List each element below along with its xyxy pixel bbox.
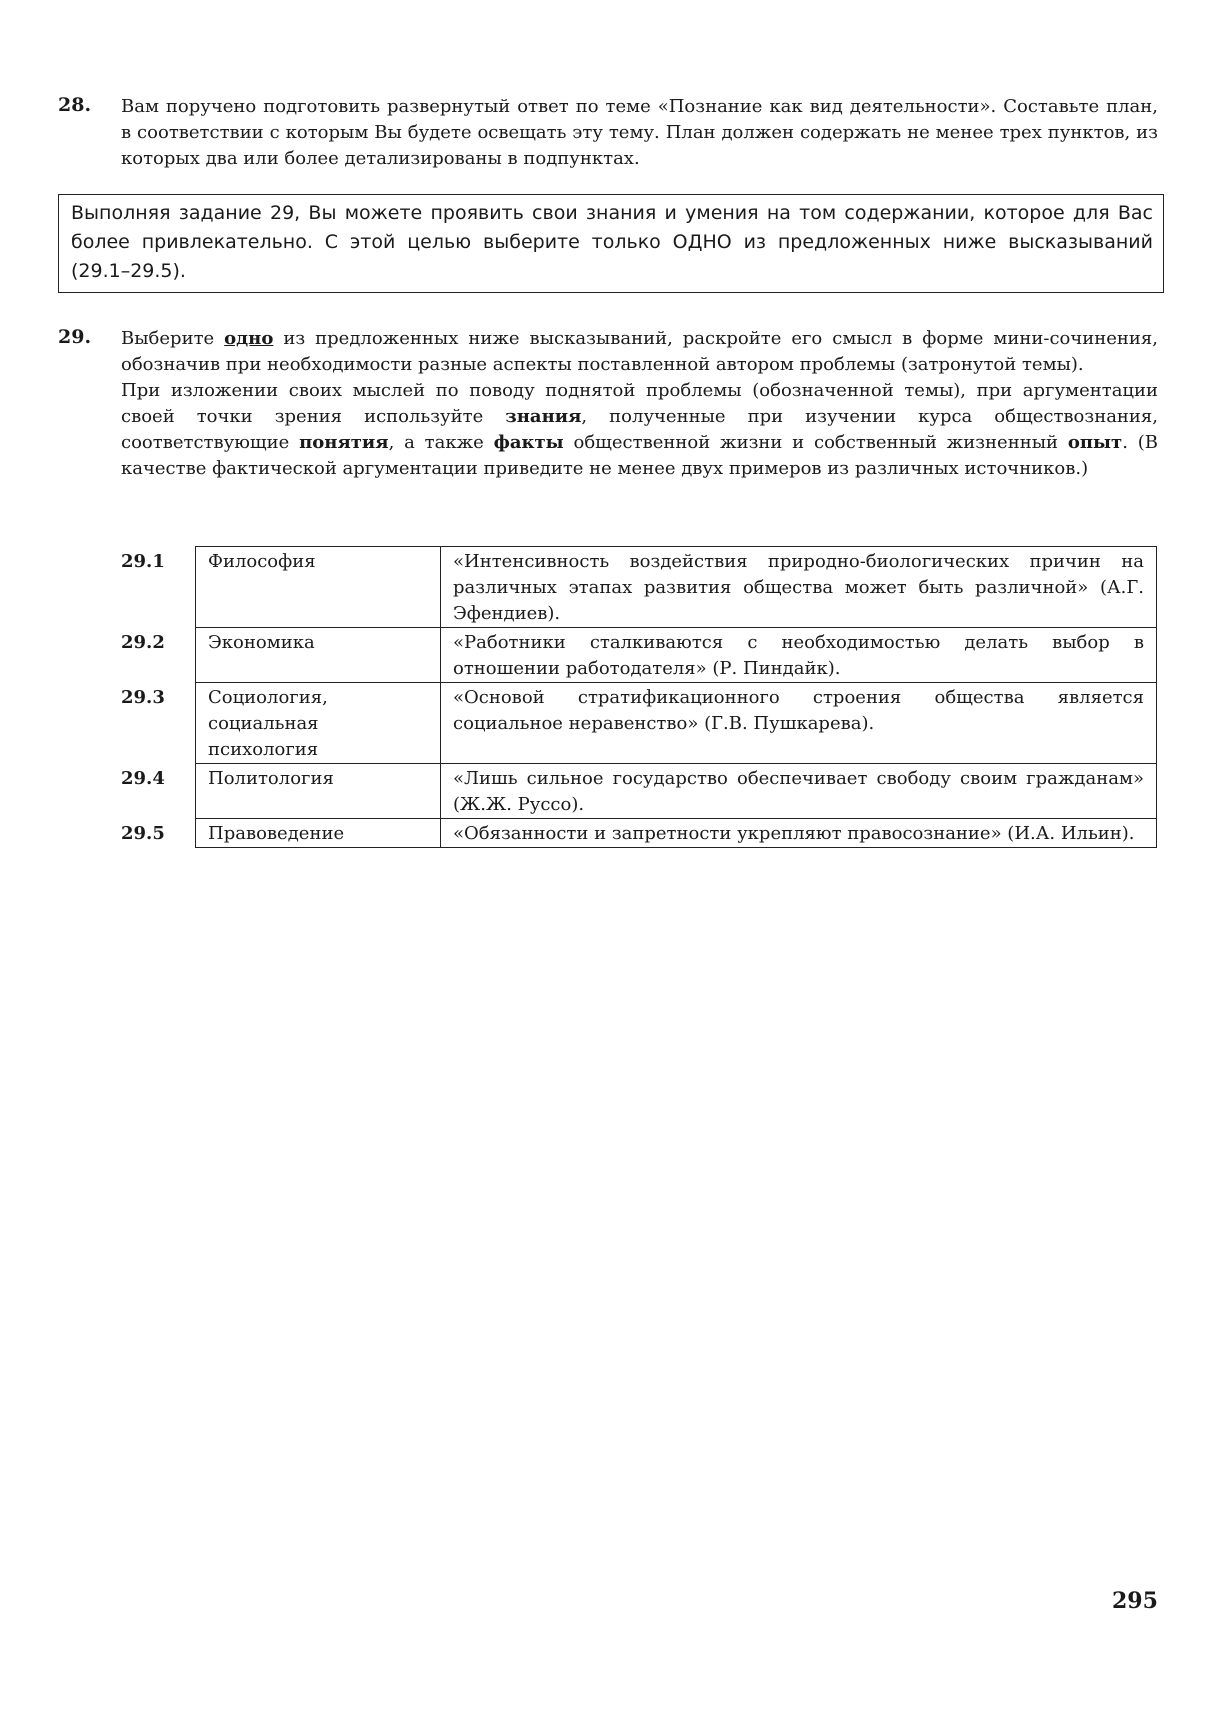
emphasis-one: одно — [224, 328, 274, 349]
notice-text: Выполняя задание 29, Вы можете проявить свои знания и умения на том содержании, которое для Вас более привлекательно. С этой целью выберите только ОДНО из предложенных ниже высказываний (29.1–29.5). — [71, 202, 1153, 282]
task-28 — [58, 94, 1158, 172]
quotes-table — [121, 546, 1157, 848]
quote-subject: Социология, социальная психология — [196, 683, 441, 764]
quote-subject: Правоведение — [196, 819, 441, 848]
term-knowledge: знания — [505, 406, 582, 427]
table-row — [121, 819, 1157, 848]
text-run: общественной жизни и собственный жизненный — [563, 432, 1068, 453]
table-row — [121, 764, 1157, 819]
quote-number: 29.2 — [121, 631, 165, 653]
quote-number: 29.1 — [121, 550, 165, 572]
quote-number: 29.4 — [121, 767, 165, 789]
term-concepts: понятия — [299, 432, 389, 453]
table-row — [121, 547, 1157, 628]
quote-number: 29.3 — [121, 686, 165, 708]
text-run: Выберите — [121, 328, 225, 349]
quote-text: «Основой стратификационного строения общества является социальное неравенство» (Г.В. Пушкарева). — [441, 683, 1157, 764]
task-29-paragraph-1 — [121, 326, 1158, 378]
task-29-number: 29. — [58, 326, 92, 348]
notice-box — [58, 194, 1164, 293]
quote-subject: Политология — [196, 764, 441, 819]
task-28-text: Вам поручено подготовить развернутый ответ по теме «Познание как вид деятельности». Составьте план, в соответствии с которым Вы будете освещать эту тему. План должен содержать не менее трех пунктов, из которых два или более детализированы в подпунктах. — [121, 96, 1158, 169]
text-run: При изложении своих мыслей по поводу поднятой проблемы (обозначенной темы), при аргументации своей точки зрения используйте — [121, 380, 1158, 427]
quote-text: «Работники сталкиваются с необходимостью делать выбор в отношении работодателя» (Р. Пиндайк). — [441, 628, 1157, 683]
quote-text: «Интенсивность воздействия природно-биологических причин на различных этапах развития общества может быть различной» (А.Г. Эфендиев). — [441, 547, 1157, 628]
table-row — [121, 628, 1157, 683]
text-run: из предложенных ниже высказываний, раскройте его смысл в форме мини-сочинения, обозначив при необходимости разные аспекты поставленной автором проблемы (затронутой темы). — [121, 328, 1158, 375]
text-run: , полученные при изучении курса обществознания, соответствующие — [121, 406, 1158, 453]
task-29 — [58, 326, 1158, 482]
task-29-paragraph-2 — [121, 378, 1158, 482]
text-run: . (В качестве фактической аргументации приведите не менее двух примеров из различных источников.) — [121, 432, 1158, 479]
term-experience: опыт — [1067, 432, 1123, 453]
quote-text: «Лишь сильное государство обеспечивает свободу своим гражданам» (Ж.Ж. Руссо). — [441, 764, 1157, 819]
quote-subject: Философия — [196, 547, 441, 628]
quote-number: 29.5 — [121, 822, 165, 844]
page-number: 295 — [1112, 1588, 1158, 1614]
quote-subject: Экономика — [196, 628, 441, 683]
quote-text: «Обязанности и запретности укрепляют правосознание» (И.А. Ильин). — [441, 819, 1157, 848]
term-facts: факты — [493, 432, 564, 453]
task-28-number: 28. — [58, 94, 92, 116]
text-run: , а также — [388, 432, 494, 453]
table-row — [121, 683, 1157, 764]
